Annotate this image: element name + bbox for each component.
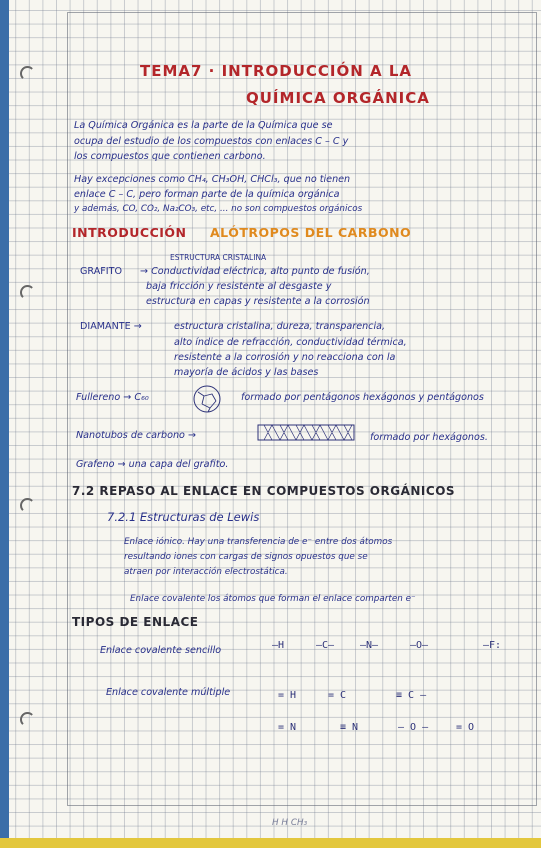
- formula-multiple: ≡ C –: [396, 690, 427, 701]
- section-7-2-heading: 7.2 REPASO AL ENLACE EN COMPUESTOS ORGÁNICOS: [72, 484, 456, 498]
- formula-multiple: = N: [278, 722, 297, 733]
- grafito-line: baja fricción y resistente al desgaste y: [146, 281, 332, 292]
- formula-sencillo: –N–: [360, 640, 379, 651]
- page-bottom-edge: [0, 838, 541, 848]
- title-line-2: QUÍMICA ORGÁNICA: [246, 89, 430, 107]
- formula-multiple: ≡ N: [340, 722, 359, 733]
- binding-hole: [20, 285, 35, 300]
- binding-hole: [20, 498, 35, 513]
- ionico-line: Enlace iónico. Hay una transferencia de e⁻ entre dos átomos: [124, 537, 393, 547]
- notebook-binding: [0, 0, 9, 848]
- intro-p2-line: Hay excepciones como CH₄, CH₃OH, CHCl₃, que no tienen: [74, 174, 351, 185]
- binding-hole: [20, 712, 35, 727]
- grafito-line: estructura en capas y resistente a la corrosión: [146, 296, 370, 307]
- intro-p1-line: los compuestos que contienen carbono.: [74, 151, 266, 162]
- grafito-line: → Conductividad eléctrica, alto punto de fusión,: [140, 266, 370, 277]
- intro-p2-line: y además, CO, CO₂, Na₂CO₃, etc, ... no son compuestos orgánicos: [74, 204, 363, 214]
- section-7-2-1-subheading: 7.2.1 Estructuras de Lewis: [107, 510, 260, 524]
- diamante-line: estructura cristalina, dureza, transparencia,: [174, 321, 386, 332]
- diamante-line: resistente a la corrosión y no reacciona con la: [174, 352, 396, 363]
- allotropes-heading-b: ALÓTROPOS DEL CARBONO: [210, 225, 412, 240]
- fullerene-drawing-icon: [190, 384, 224, 414]
- fullereno-label: Fullereno → C₆₀: [76, 392, 149, 403]
- formula-multiple: = H: [278, 690, 297, 701]
- multiple-label: Enlace covalente múltiple: [106, 687, 231, 698]
- bottom-scribble: H H CH₃: [272, 818, 308, 828]
- grafeno-line: Grafeno → una capa del grafito.: [76, 459, 229, 470]
- ionico-line: atraen por interacción electrostática.: [124, 567, 288, 577]
- formula-sencillo: –F:: [483, 640, 502, 651]
- intro-p1-line: La Química Orgánica es la parte de la Química que se: [74, 120, 333, 131]
- binding-hole: [20, 66, 35, 81]
- formula-sencillo: –C–: [316, 640, 335, 651]
- intro-p2-line: enlace C – C, pero forman parte de la química orgánica: [74, 189, 340, 200]
- grafito-note: ESTRUCTURA CRISTALINA: [170, 253, 267, 262]
- formula-sencillo: –O–: [410, 640, 429, 651]
- allotropes-heading-a: INTRODUCCIÓN: [72, 225, 187, 240]
- grafito-label: GRAFITO: [80, 266, 123, 277]
- ionico-line: resultando iones con cargas de signos opuestos que se: [124, 552, 368, 562]
- covalente-line: Enlace covalente los átomos que forman el enlace comparten e⁻: [130, 594, 416, 604]
- formula-sencillo: –H: [272, 640, 285, 651]
- formula-multiple: = C: [328, 690, 347, 701]
- nanotube-drawing-icon: [256, 422, 358, 444]
- nanotubos-label: Nanotubos de carbono →: [76, 430, 196, 441]
- intro-p1-line: ocupa del estudio de los compuestos con enlaces C – C y: [74, 136, 349, 147]
- formula-multiple: – O –: [398, 722, 429, 733]
- diamante-line: mayoría de ácidos y las bases: [174, 367, 319, 378]
- formula-multiple: = O: [456, 722, 475, 733]
- nanotubos-text: formado por hexágonos.: [370, 432, 488, 443]
- sencillo-label: Enlace covalente sencillo: [100, 645, 222, 656]
- diamante-label: DIAMANTE →: [80, 321, 142, 332]
- fullereno-text: formado por pentágonos hexágonos y pentágonos: [241, 392, 484, 403]
- tipos-heading: TIPOS DE ENLACE: [72, 615, 199, 629]
- title-line-1: TEMA7 · INTRODUCCIÓN A LA: [140, 62, 413, 80]
- diamante-line: alto índice de refracción, conductividad térmica,: [174, 337, 407, 348]
